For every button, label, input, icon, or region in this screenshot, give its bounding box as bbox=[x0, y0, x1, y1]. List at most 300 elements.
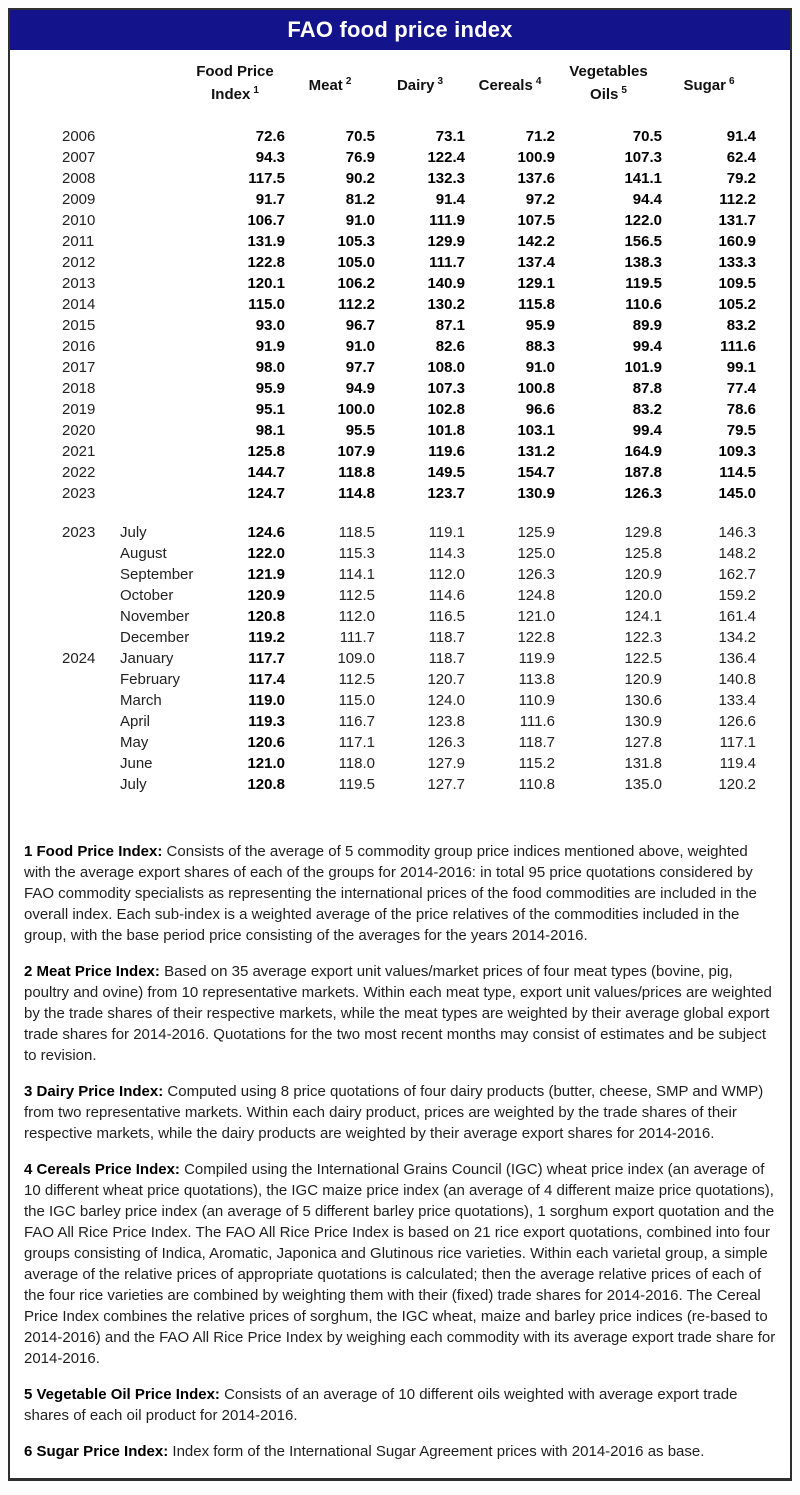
column-label: Index bbox=[211, 86, 251, 103]
year-cell: 2018 bbox=[62, 380, 96, 397]
value-cell: 159.2 bbox=[718, 587, 756, 604]
value-cell: 124.1 bbox=[624, 608, 662, 625]
value-cell: 107.5 bbox=[517, 212, 555, 229]
value-cell: 120.0 bbox=[624, 587, 662, 604]
year-cell bbox=[24, 774, 120, 795]
value-cell: 95.5 bbox=[345, 422, 375, 439]
value-cell: 162.7 bbox=[718, 566, 756, 583]
value-cell: 99.4 bbox=[632, 422, 662, 439]
year-cell: 2010 bbox=[62, 212, 96, 229]
value-cell: 106.7 bbox=[247, 212, 285, 229]
annual-row bbox=[24, 147, 756, 168]
value-cell: 70.5 bbox=[345, 128, 375, 145]
year-cell: 2015 bbox=[62, 317, 96, 334]
year-cell: 2013 bbox=[62, 275, 96, 292]
value-cell: 101.9 bbox=[624, 359, 662, 376]
year-cell bbox=[24, 753, 120, 774]
value-cell: 130.2 bbox=[427, 296, 465, 313]
month-cell: May bbox=[120, 734, 149, 751]
value-cell: 112.0 bbox=[338, 608, 375, 625]
value-cell: 100.9 bbox=[517, 149, 555, 166]
year-cell: 2014 bbox=[62, 296, 96, 313]
value-cell: 83.2 bbox=[632, 401, 662, 418]
monthly-row bbox=[24, 690, 756, 711]
value-cell: 101.8 bbox=[427, 422, 465, 439]
value-cell: 94.9 bbox=[345, 380, 375, 397]
value-cell: 120.9 bbox=[624, 671, 662, 688]
column-label: Cereals bbox=[478, 76, 533, 94]
value-cell: 124.7 bbox=[247, 485, 285, 502]
fao-price-index-document bbox=[8, 8, 792, 1481]
footnote-text: Based on 35 average export unit values/market prices of four meat types (bovine, pig, poultry and ovine) from 10 representative markets. Within each meat type, export unit values/prices are weighted by the trade shares of their respective markets, while the meat types are weighted by their average global export trade shares for 2014-2016. Quotations for the two most recent months may consist of estimates and be subject to revision. bbox=[24, 963, 772, 1064]
value-cell: 98.1 bbox=[255, 422, 285, 439]
footnote bbox=[24, 961, 776, 1066]
value-cell: 93.0 bbox=[255, 317, 285, 334]
value-cell: 123.8 bbox=[427, 713, 465, 730]
column-label: Sugar bbox=[683, 76, 726, 94]
value-cell: 115.2 bbox=[518, 755, 555, 772]
month-cell bbox=[120, 114, 185, 147]
value-cell: 99.4 bbox=[632, 338, 662, 355]
column-label: Dairy bbox=[396, 76, 435, 94]
value-cell: 135.0 bbox=[624, 776, 662, 793]
value-cell: 164.9 bbox=[624, 443, 662, 460]
value-cell: 112.0 bbox=[428, 566, 465, 583]
year-cell bbox=[24, 711, 120, 732]
value-cell: 81.2 bbox=[345, 191, 375, 208]
value-cell: 94.4 bbox=[632, 191, 662, 208]
value-cell: 87.8 bbox=[632, 380, 662, 397]
footnote-label: 2 Meat Price Index: bbox=[24, 963, 160, 980]
month-cell bbox=[120, 252, 185, 273]
value-cell: 115.0 bbox=[338, 692, 375, 709]
value-cell: 125.8 bbox=[624, 545, 662, 562]
value-cell: 131.2 bbox=[517, 443, 555, 460]
annual-row bbox=[24, 399, 756, 420]
value-cell: 144.7 bbox=[247, 464, 285, 481]
value-cell: 137.6 bbox=[517, 170, 555, 187]
footnote-ref: 6 bbox=[728, 75, 735, 87]
value-cell: 105.3 bbox=[337, 233, 375, 250]
month-cell: February bbox=[120, 671, 181, 688]
value-cell: 133.3 bbox=[718, 254, 756, 271]
value-cell: 130.9 bbox=[624, 713, 662, 730]
value-cell: 102.8 bbox=[427, 401, 465, 418]
value-cell: 111.6 bbox=[519, 713, 555, 730]
year-cell: 2008 bbox=[62, 170, 96, 187]
value-cell: 118.8 bbox=[338, 464, 375, 481]
annual-row bbox=[24, 441, 756, 462]
value-cell: 121.0 bbox=[247, 755, 285, 772]
value-cell: 129.1 bbox=[517, 275, 555, 292]
footnote-ref: 1 bbox=[253, 85, 259, 96]
month-cell bbox=[120, 483, 185, 504]
value-cell: 106.2 bbox=[337, 275, 375, 292]
value-cell: 148.2 bbox=[718, 545, 756, 562]
value-cell: 138.3 bbox=[624, 254, 662, 271]
value-cell: 95.9 bbox=[525, 317, 555, 334]
value-cell: 76.9 bbox=[345, 149, 375, 166]
value-cell: 136.4 bbox=[718, 650, 756, 667]
value-cell: 124.6 bbox=[247, 524, 285, 541]
value-cell: 95.9 bbox=[255, 380, 285, 397]
value-cell: 125.9 bbox=[517, 524, 555, 541]
value-cell: 111.7 bbox=[429, 254, 465, 271]
year-cell: 2017 bbox=[62, 359, 96, 376]
value-cell: 127.7 bbox=[427, 776, 465, 793]
monthly-row bbox=[24, 753, 756, 774]
month-cell bbox=[120, 378, 185, 399]
value-cell: 119.2 bbox=[248, 629, 285, 646]
year-cell bbox=[24, 606, 120, 627]
monthly-row bbox=[24, 606, 756, 627]
footnote bbox=[24, 1159, 776, 1369]
column-header-sugar bbox=[662, 50, 756, 114]
price-index-table bbox=[24, 50, 756, 795]
value-cell: 114.1 bbox=[338, 566, 375, 583]
column-header-vegetable-oils bbox=[555, 50, 662, 114]
value-cell: 91.7 bbox=[255, 191, 285, 208]
month-cell bbox=[120, 315, 185, 336]
footnote bbox=[24, 1384, 776, 1426]
value-cell: 91.0 bbox=[345, 338, 375, 355]
value-cell: 111.9 bbox=[429, 212, 465, 229]
annual-row bbox=[24, 336, 756, 357]
month-cell bbox=[120, 420, 185, 441]
value-cell: 118.5 bbox=[338, 524, 375, 541]
year-cell: 2021 bbox=[62, 443, 96, 460]
footnote-label: 4 Cereals Price Index: bbox=[24, 1161, 180, 1178]
value-cell: 99.1 bbox=[726, 359, 756, 376]
value-cell: 127.9 bbox=[427, 755, 465, 772]
value-cell: 111.6 bbox=[720, 338, 756, 355]
annual-row bbox=[24, 231, 756, 252]
annual-row bbox=[24, 114, 756, 147]
value-cell: 109.5 bbox=[718, 275, 756, 292]
year-cell bbox=[24, 627, 120, 648]
value-cell: 125.0 bbox=[517, 545, 555, 562]
year-cell: 2023 bbox=[62, 485, 96, 502]
year-cell bbox=[24, 585, 120, 606]
year-cell: 2024 bbox=[62, 650, 96, 667]
value-cell: 126.3 bbox=[427, 734, 465, 751]
year-cell bbox=[24, 564, 120, 585]
value-cell: 96.7 bbox=[345, 317, 375, 334]
value-cell: 122.4 bbox=[427, 149, 465, 166]
footnote-ref: 5 bbox=[621, 85, 627, 96]
annual-row bbox=[24, 273, 756, 294]
value-cell: 77.4 bbox=[726, 380, 756, 397]
footnote-ref: 2 bbox=[345, 75, 352, 87]
year-cell: 2020 bbox=[62, 422, 96, 439]
value-cell: 111.7 bbox=[339, 629, 375, 646]
value-cell: 90.2 bbox=[345, 170, 375, 187]
value-cell: 120.8 bbox=[247, 776, 285, 793]
month-cell bbox=[120, 336, 185, 357]
value-cell: 105.0 bbox=[337, 254, 375, 271]
value-cell: 121.9 bbox=[247, 566, 285, 583]
monthly-row bbox=[24, 543, 756, 564]
month-cell bbox=[120, 168, 185, 189]
annual-row bbox=[24, 294, 756, 315]
year-cell: 2009 bbox=[62, 191, 96, 208]
value-cell: 122.8 bbox=[247, 254, 285, 271]
column-label: Vegetables bbox=[569, 63, 648, 80]
year-cell: 2019 bbox=[62, 401, 96, 418]
monthly-row bbox=[24, 585, 756, 606]
value-cell: 97.7 bbox=[345, 359, 375, 376]
annual-row bbox=[24, 483, 756, 504]
value-cell: 112.2 bbox=[719, 191, 756, 208]
value-cell: 120.7 bbox=[427, 671, 465, 688]
monthly-row bbox=[24, 774, 756, 795]
value-cell: 154.7 bbox=[517, 464, 555, 481]
month-cell: July bbox=[120, 524, 147, 541]
value-cell: 117.1 bbox=[338, 734, 375, 751]
month-cell: April bbox=[120, 713, 151, 730]
column-header-cereals bbox=[465, 50, 555, 114]
value-cell: 129.9 bbox=[427, 233, 465, 250]
value-cell: 118.0 bbox=[338, 755, 375, 772]
value-cell: 122.0 bbox=[247, 545, 285, 562]
value-cell: 109.0 bbox=[337, 650, 375, 667]
value-cell: 140.8 bbox=[718, 671, 756, 688]
value-cell: 114.6 bbox=[428, 587, 465, 604]
month-cell bbox=[120, 189, 185, 210]
value-cell: 120.1 bbox=[247, 275, 285, 292]
header-spacer-month bbox=[120, 50, 185, 114]
annual-row bbox=[24, 168, 756, 189]
value-cell: 82.6 bbox=[435, 338, 465, 355]
value-cell: 112.2 bbox=[338, 296, 375, 313]
value-cell: 119.6 bbox=[428, 443, 465, 460]
value-cell: 126.3 bbox=[624, 485, 662, 502]
value-cell: 123.7 bbox=[427, 485, 465, 502]
value-cell: 83.2 bbox=[726, 317, 756, 334]
value-cell: 89.9 bbox=[632, 317, 662, 334]
value-cell: 137.4 bbox=[517, 254, 555, 271]
value-cell: 79.5 bbox=[726, 422, 756, 439]
value-cell: 116.7 bbox=[338, 713, 375, 730]
value-cell: 156.5 bbox=[624, 233, 662, 250]
footnote-ref: 3 bbox=[437, 75, 444, 87]
month-cell bbox=[120, 357, 185, 378]
value-cell: 125.8 bbox=[247, 443, 285, 460]
month-cell bbox=[120, 399, 185, 420]
month-cell: August bbox=[120, 545, 167, 562]
monthly-row bbox=[24, 627, 756, 648]
footnote bbox=[24, 841, 776, 946]
value-cell: 131.7 bbox=[718, 212, 756, 229]
value-cell: 145.0 bbox=[718, 485, 756, 502]
monthly-row bbox=[24, 669, 756, 690]
value-cell: 115.0 bbox=[248, 296, 285, 313]
footnote-label: 3 Dairy Price Index: bbox=[24, 1083, 164, 1100]
value-cell: 91.4 bbox=[726, 128, 756, 145]
value-cell: 117.4 bbox=[248, 671, 285, 688]
month-cell: March bbox=[120, 692, 162, 709]
value-cell: 127.8 bbox=[624, 734, 662, 751]
column-header-dairy bbox=[375, 50, 465, 114]
value-cell: 130.6 bbox=[624, 692, 662, 709]
value-cell: 126.6 bbox=[718, 713, 756, 730]
annual-row bbox=[24, 315, 756, 336]
month-cell bbox=[120, 294, 185, 315]
year-cell: 2012 bbox=[62, 254, 96, 271]
month-cell: December bbox=[120, 629, 190, 646]
value-cell: 124.8 bbox=[517, 587, 555, 604]
value-cell: 115.8 bbox=[518, 296, 555, 313]
value-cell: 97.2 bbox=[525, 191, 555, 208]
month-cell: July bbox=[120, 776, 147, 793]
month-cell: October bbox=[120, 587, 174, 604]
monthly-row bbox=[24, 648, 756, 669]
value-cell: 109.3 bbox=[718, 443, 756, 460]
month-cell: November bbox=[120, 608, 190, 625]
title-bar bbox=[10, 10, 790, 50]
value-cell: 105.2 bbox=[718, 296, 756, 313]
year-cell bbox=[24, 543, 120, 564]
value-cell: 132.3 bbox=[427, 170, 465, 187]
value-cell: 71.2 bbox=[525, 128, 555, 145]
value-cell: 100.0 bbox=[337, 401, 375, 418]
column-header-food-price-index bbox=[185, 50, 285, 114]
value-cell: 98.0 bbox=[255, 359, 285, 376]
value-cell: 118.7 bbox=[428, 629, 465, 646]
value-cell: 160.9 bbox=[718, 233, 756, 250]
value-cell: 91.0 bbox=[525, 359, 555, 376]
annual-row bbox=[24, 420, 756, 441]
value-cell: 131.9 bbox=[247, 233, 285, 250]
month-cell: June bbox=[120, 755, 153, 772]
annual-row bbox=[24, 462, 756, 483]
value-cell: 108.0 bbox=[427, 359, 465, 376]
value-cell: 116.5 bbox=[428, 608, 465, 625]
value-cell: 122.0 bbox=[624, 212, 662, 229]
value-cell: 117.1 bbox=[719, 734, 756, 751]
value-cell: 129.8 bbox=[624, 524, 662, 541]
value-cell: 117.5 bbox=[248, 170, 285, 187]
annual-row bbox=[24, 189, 756, 210]
header-row bbox=[24, 50, 756, 114]
value-cell: 94.3 bbox=[255, 149, 285, 166]
monthly-row bbox=[24, 522, 756, 543]
year-cell bbox=[24, 732, 120, 753]
month-cell bbox=[120, 231, 185, 252]
annual-row bbox=[24, 210, 756, 231]
year-cell bbox=[24, 690, 120, 711]
value-cell: 115.3 bbox=[338, 545, 375, 562]
footnote bbox=[24, 1081, 776, 1144]
value-cell: 103.1 bbox=[517, 422, 555, 439]
value-cell: 119.3 bbox=[248, 713, 285, 730]
value-cell: 73.1 bbox=[435, 128, 465, 145]
value-cell: 119.0 bbox=[248, 692, 285, 709]
footnote-label: 1 Food Price Index: bbox=[24, 843, 163, 860]
value-cell: 114.8 bbox=[338, 485, 375, 502]
value-cell: 95.1 bbox=[255, 401, 285, 418]
value-cell: 119.5 bbox=[338, 776, 375, 793]
value-cell: 161.4 bbox=[718, 608, 756, 625]
value-cell: 119.5 bbox=[625, 275, 662, 292]
year-cell: 2007 bbox=[62, 149, 96, 166]
month-cell bbox=[120, 273, 185, 294]
value-cell: 72.6 bbox=[255, 128, 285, 145]
column-label: Food Price bbox=[196, 63, 274, 80]
value-cell: 87.1 bbox=[435, 317, 465, 334]
value-cell: 118.7 bbox=[518, 734, 555, 751]
value-cell: 119.1 bbox=[428, 524, 465, 541]
month-cell: September bbox=[120, 566, 194, 583]
monthly-row bbox=[24, 732, 756, 753]
value-cell: 122.5 bbox=[624, 650, 662, 667]
value-cell: 120.2 bbox=[718, 776, 756, 793]
value-cell: 134.2 bbox=[718, 629, 756, 646]
year-cell: 2016 bbox=[62, 338, 96, 355]
value-cell: 121.0 bbox=[517, 608, 555, 625]
value-cell: 70.5 bbox=[632, 128, 662, 145]
month-cell bbox=[120, 210, 185, 231]
value-cell: 126.3 bbox=[517, 566, 555, 583]
value-cell: 146.3 bbox=[718, 524, 756, 541]
annual-row bbox=[24, 378, 756, 399]
column-label: Oils bbox=[590, 86, 619, 103]
value-cell: 113.8 bbox=[518, 671, 555, 688]
value-cell: 119.9 bbox=[518, 650, 555, 667]
value-cell: 131.8 bbox=[624, 755, 662, 772]
value-cell: 112.5 bbox=[338, 671, 375, 688]
value-cell: 142.2 bbox=[517, 233, 555, 250]
value-cell: 110.6 bbox=[625, 296, 662, 313]
month-cell bbox=[120, 462, 185, 483]
value-cell: 122.3 bbox=[624, 629, 662, 646]
footnote-text: Compiled using the International Grains Council (IGC) wheat price index (an average of 10 different wheat price quotations), the IGC maize price index (an average of 4 different maize price quotations), the IGC barley price index (an average of 5 different barley price quotations), 1 sorghum export quotation and the FAO All Rice Price Index. The FAO All Rice Price Index is based on 21 rice export quotations, combined into four groups consisting of Indica, Aromatic, Japonica and Glutinous rice varieties. Within each varietal group, a simple average of the relative prices of appropriate quotations is calculated; then the average relative prices of each of the four rice varieties are combined by weighting them with their (fixed) trade shares for 2014-2016. The Cereal Price Index combines the relative prices of sorghum, the IGC wheat, maize and barley price indices (re-based to 2014-2016) and the FAO All Rice Price Index by weighing each commodity with its average export trade share for 2014-2016. bbox=[24, 1161, 776, 1367]
value-cell: 91.4 bbox=[435, 191, 465, 208]
value-cell: 124.0 bbox=[427, 692, 465, 709]
year-cell: 2022 bbox=[62, 464, 96, 481]
value-cell: 140.9 bbox=[427, 275, 465, 292]
value-cell: 120.6 bbox=[247, 734, 285, 751]
value-cell: 130.9 bbox=[517, 485, 555, 502]
value-cell: 187.8 bbox=[624, 464, 662, 481]
document-title: FAO food price index bbox=[287, 17, 513, 42]
monthly-row bbox=[24, 564, 756, 585]
value-cell: 107.3 bbox=[427, 380, 465, 397]
footnote-label: 6 Sugar Price Index: bbox=[24, 1443, 169, 1460]
header-spacer-year bbox=[24, 50, 120, 114]
value-cell: 141.1 bbox=[624, 170, 662, 187]
footnote-text: Index form of the International Sugar Agreement prices with 2014-2016 as base. bbox=[172, 1443, 705, 1460]
month-cell bbox=[120, 147, 185, 168]
column-header-meat bbox=[285, 50, 375, 114]
annual-row bbox=[24, 357, 756, 378]
value-cell: 120.9 bbox=[624, 566, 662, 583]
month-cell bbox=[120, 441, 185, 462]
year-cell: 2011 bbox=[62, 233, 95, 250]
value-cell: 88.3 bbox=[525, 338, 555, 355]
value-cell: 79.2 bbox=[726, 170, 756, 187]
footnote-text: Consists of the average of 5 commodity group price indices mentioned above, weighted with the average export shares of each of the groups for 2014-2016: in total 95 price quotations considered by FAO commodity specialists as representing the international prices of the food commodities are included in the overall index. Each sub-index is a weighted average of the price relatives of the commodities included in the group, with the base period price consisting of the averages for the years 2014-2016. bbox=[24, 843, 757, 944]
footnote bbox=[24, 1441, 776, 1462]
value-cell: 118.7 bbox=[428, 650, 465, 667]
value-cell: 122.8 bbox=[517, 629, 555, 646]
value-cell: 100.8 bbox=[517, 380, 555, 397]
footnote-ref: 4 bbox=[535, 75, 542, 87]
footnote-text: Computed using 8 price quotations of four dairy products (butter, cheese, SMP and WMP) from two representative markets. Within each dairy product, prices are weighted by the trade shares of their respective markets, while the dairy products are weighted by their average export shares for 2014-2016. bbox=[24, 1083, 764, 1142]
column-label: Meat bbox=[308, 76, 343, 94]
value-cell: 91.0 bbox=[345, 212, 375, 229]
footnote-text: Consists of an average of 10 different oils weighted with average export trade shares of each oil product for 2014-2016. bbox=[24, 1386, 738, 1424]
